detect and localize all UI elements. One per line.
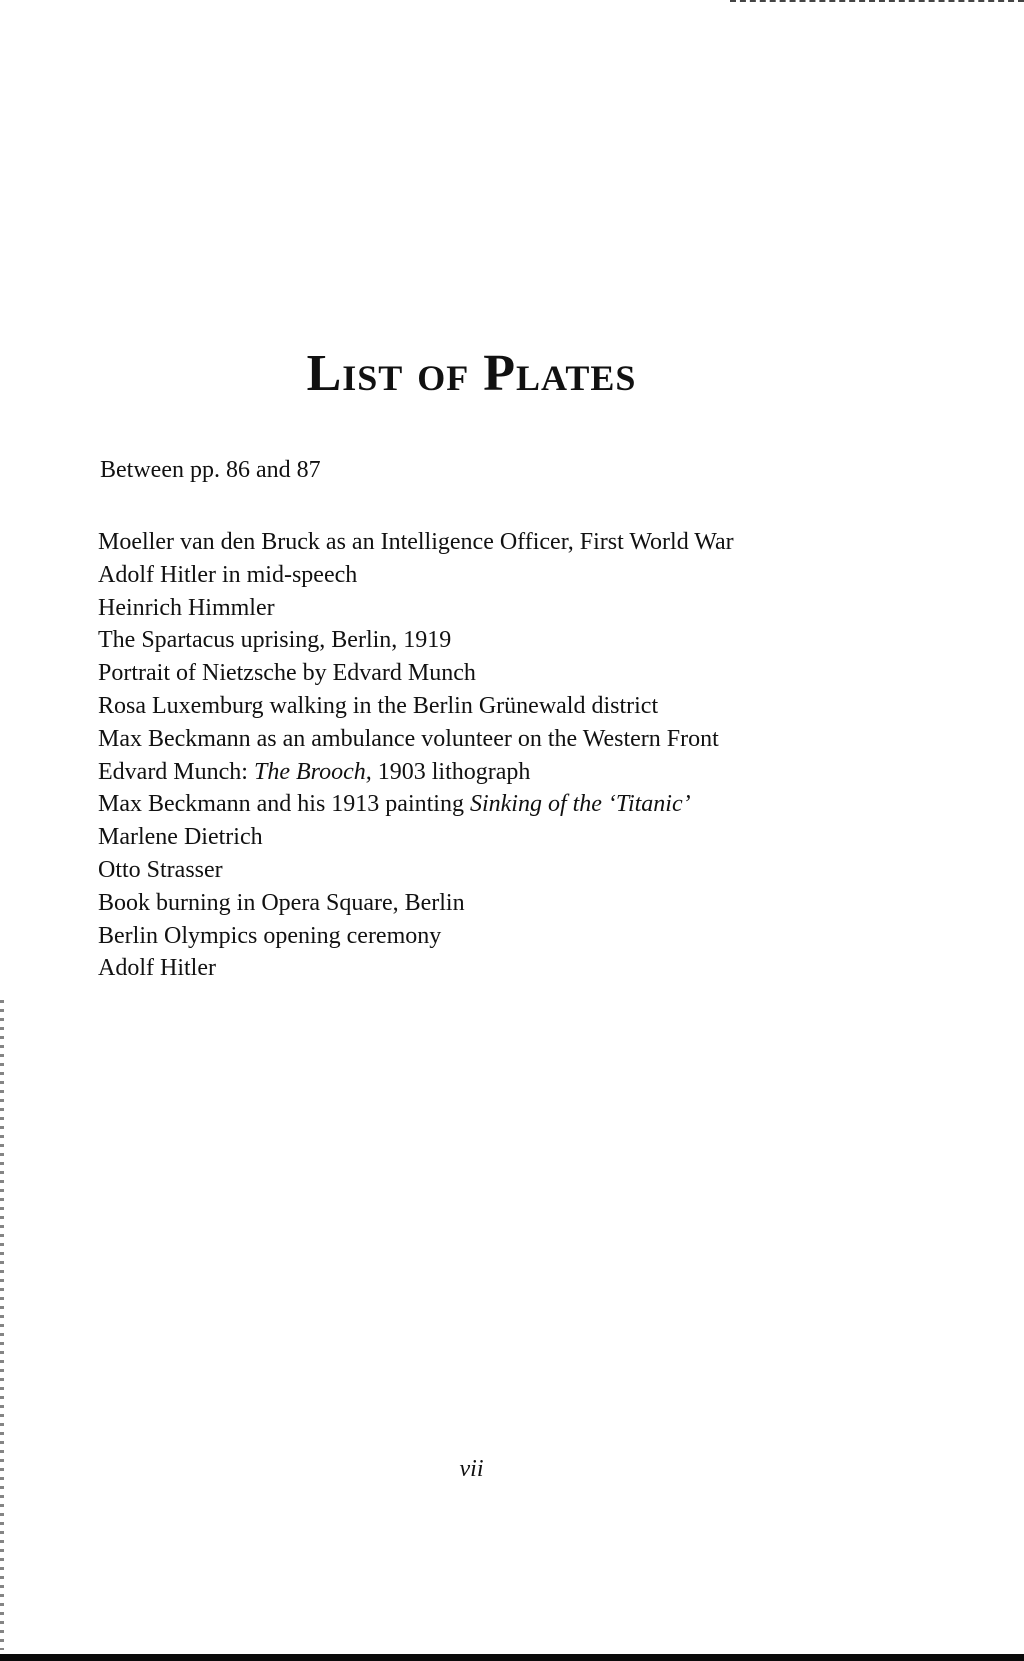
plate-title-italic: The Brooch, [253, 758, 372, 785]
plate-item [98, 821, 734, 854]
plate-text: Adolf Hitler in mid-speech [98, 561, 358, 588]
page-number: vii [459, 1456, 484, 1482]
plate-text: Moeller van den Bruck as an Intelligence Officer, First World War [98, 529, 734, 555]
plate-item [98, 788, 734, 821]
plate-text: Heinrich Himmler [98, 594, 275, 621]
scan-edge-bottom [0, 1654, 1024, 1661]
plate-item [98, 526, 734, 559]
plate-text-suffix: 1903 lithograph [371, 758, 531, 785]
section-label: Between pp. 86 and 87 [100, 457, 321, 483]
plate-item [98, 887, 734, 920]
plate-text: Edvard Munch: [98, 758, 254, 785]
plates-list [98, 526, 734, 985]
plate-item [98, 690, 734, 723]
plate-item [98, 592, 734, 625]
page-title: List of Plates [306, 345, 637, 402]
plate-text: Book burning in Opera Square, Berlin [98, 889, 465, 916]
plate-text: Adolf Hitler [98, 955, 216, 982]
plate-item [98, 657, 734, 690]
plate-text: Portrait of Nietzsche by Edvard Munch [98, 660, 476, 687]
plate-item [98, 854, 734, 887]
plate-item [98, 559, 734, 592]
plate-text: Rosa Luxemburg walking in the Berlin Grünewald district [98, 692, 659, 719]
scan-edge-left [0, 1000, 4, 1650]
plate-text: The Spartacus uprising, Berlin, 1919 [98, 627, 452, 654]
plate-title-italic: Sinking of the ‘Titanic’ [469, 791, 691, 818]
plate-item [98, 920, 734, 953]
plate-text: Marlene Dietrich [98, 824, 263, 851]
plate-text: Berlin Olympics opening ceremony [98, 922, 442, 949]
plate-item [98, 756, 734, 789]
plate-text: Max Beckmann as an ambulance volunteer on the Western Front [98, 725, 719, 752]
plate-item [98, 723, 734, 756]
plate-text: Max Beckmann and his 1913 painting [98, 791, 470, 818]
plate-text: Otto Strasser [98, 856, 223, 883]
scan-edge-top [730, 0, 1024, 2]
plate-item [98, 952, 734, 985]
plate-item [98, 624, 734, 657]
